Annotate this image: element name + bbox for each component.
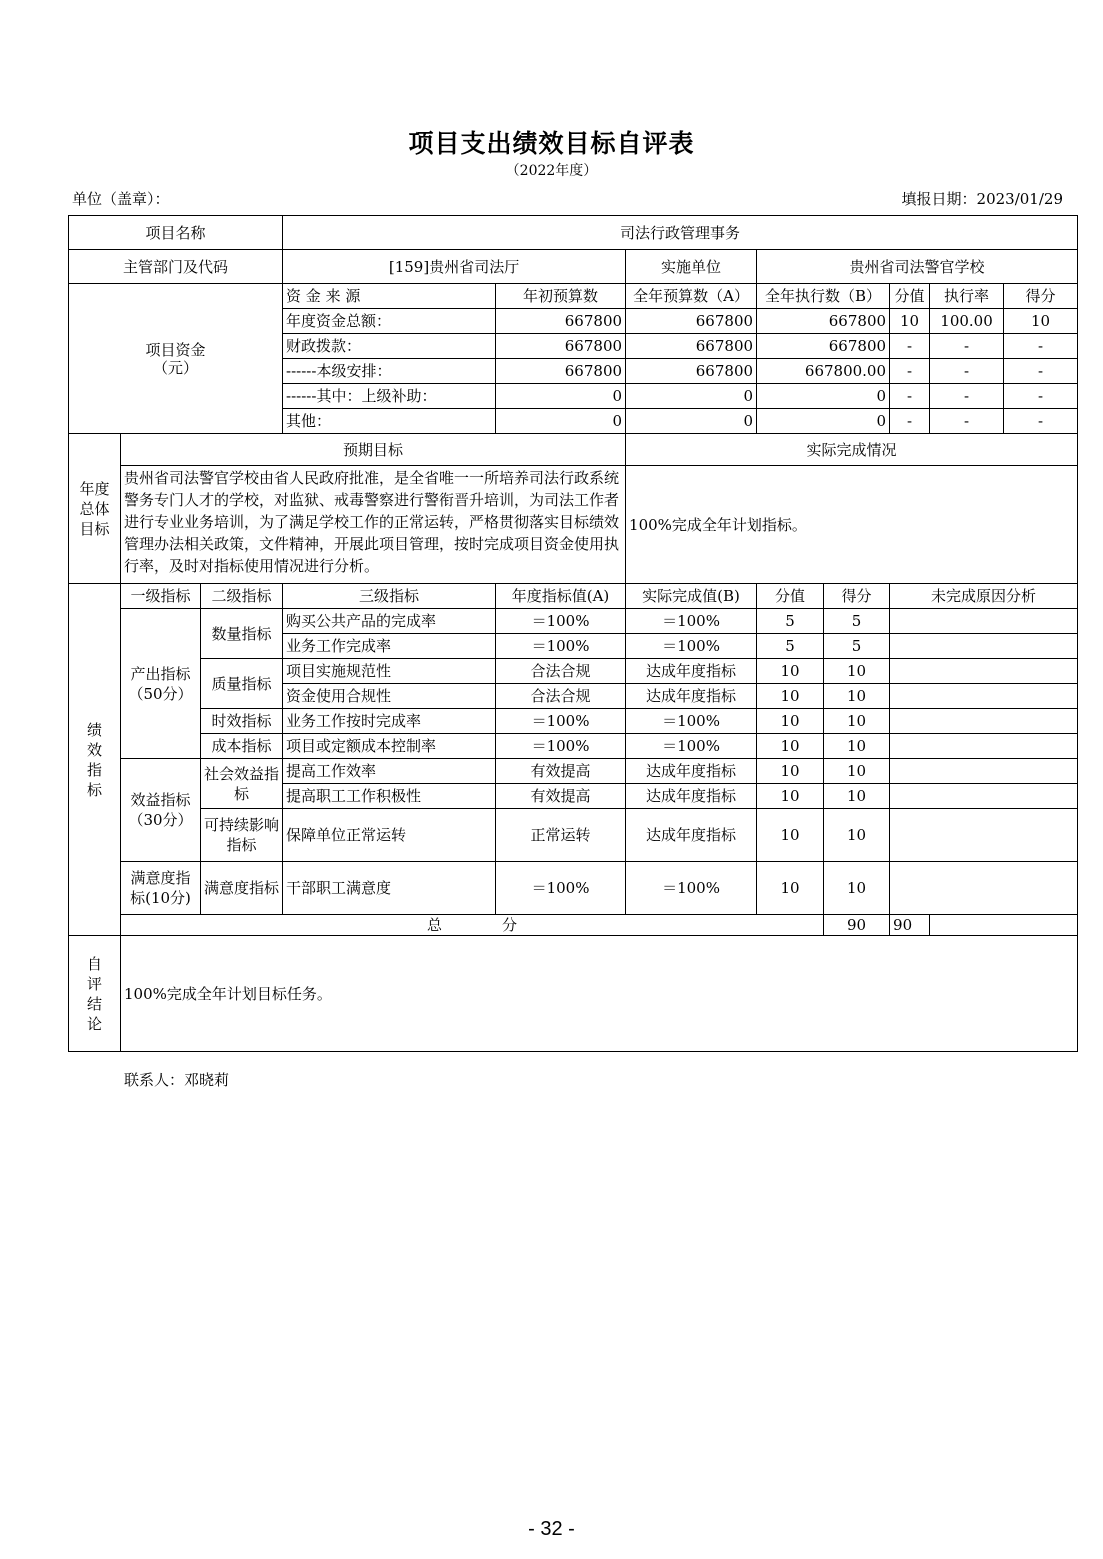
ind-cell: 合法合规 xyxy=(496,684,626,709)
ind-cell: 10 xyxy=(757,759,824,784)
funds-header-annual: 全年预算数（A） xyxy=(626,284,757,309)
ind-cell: 10 xyxy=(757,809,824,862)
ind-cell: 项目或定额成本控制率 xyxy=(283,734,496,759)
table-row xyxy=(69,609,1078,634)
ind-cell: 达成年度指标 xyxy=(626,784,757,809)
ind-cell: ＝100% xyxy=(496,709,626,734)
actual-result-text: 100%完成全年计划指标。 xyxy=(626,466,1078,584)
funds-cell: 财政拨款： xyxy=(283,334,496,359)
ind-header-score: 得分 xyxy=(824,584,890,609)
funds-cell: 其他： xyxy=(283,409,496,434)
ind-cell: ＝100% xyxy=(496,609,626,634)
ind-cell: 保障单位正常运转 xyxy=(283,809,496,862)
report-date: 填报日期：2023/01/29 xyxy=(901,190,1063,208)
ind-cell xyxy=(890,634,1078,659)
ind-cell: ＝100% xyxy=(496,862,626,915)
funds-cell: 10 xyxy=(1004,309,1078,334)
ind-cell: 达成年度指标 xyxy=(626,809,757,862)
ind-cell xyxy=(890,734,1078,759)
level2-social: 社会效益指标 xyxy=(201,759,283,809)
ind-cell: 5 xyxy=(824,634,890,659)
funds-header-source: 资 金 来 源 xyxy=(283,284,496,309)
ind-cell: 5 xyxy=(757,609,824,634)
table-row xyxy=(69,862,1078,915)
ind-cell: 正常运转 xyxy=(496,809,626,862)
funds-cell: 10 xyxy=(890,309,930,334)
funds-cell: 0 xyxy=(626,409,757,434)
funds-cell: ------本级安排： xyxy=(283,359,496,384)
ind-cell: 达成年度指标 xyxy=(626,684,757,709)
funds-cell: 0 xyxy=(757,384,890,409)
dept-label: 主管部门及代码 xyxy=(69,250,283,284)
funds-header-score: 得分 xyxy=(1004,284,1078,309)
ind-cell: 10 xyxy=(757,862,824,915)
level1-benefit: 效益指标（30分） xyxy=(121,759,201,862)
funds-cell: 年度资金总额： xyxy=(283,309,496,334)
funds-cell: 667800 xyxy=(626,334,757,359)
ind-header-weight: 分值 xyxy=(757,584,824,609)
table-row xyxy=(69,659,1078,684)
actual-result-label: 实际完成情况 xyxy=(626,434,1078,466)
ind-cell: 5 xyxy=(757,634,824,659)
level2-satisfaction: 满意度指标 xyxy=(201,862,283,915)
ind-cell: 有效提高 xyxy=(496,759,626,784)
funds-label-cell xyxy=(69,284,283,434)
ind-header-target: 年度指标值(A) xyxy=(496,584,626,609)
funds-cell: 667800 xyxy=(626,359,757,384)
ind-cell: 10 xyxy=(824,862,890,915)
ind-header-reason: 未完成原因分析 xyxy=(890,584,1078,609)
funds-cell: - xyxy=(890,359,930,384)
ind-cell: 资金使用合规性 xyxy=(283,684,496,709)
evaluation-table xyxy=(68,215,1078,1052)
total-weight: 90 xyxy=(824,915,890,936)
ind-cell: ＝100% xyxy=(626,862,757,915)
ind-cell: 10 xyxy=(824,709,890,734)
total-row xyxy=(69,915,1078,936)
level1-satisfaction: 满意度指标(10分) xyxy=(121,862,201,915)
ind-cell: 提高职工工作积极性 xyxy=(283,784,496,809)
ind-cell: 项目实施规范性 xyxy=(283,659,496,684)
expected-goal-label: 预期目标 xyxy=(121,434,626,466)
ind-cell: 10 xyxy=(757,709,824,734)
contact-person: 联系人：邓晓莉 xyxy=(124,1071,230,1089)
funds-cell: 667800.00 xyxy=(757,359,890,384)
ind-cell: 10 xyxy=(824,734,890,759)
funds-header-weight: 分值 xyxy=(890,284,930,309)
ind-cell: 业务工作完成率 xyxy=(283,634,496,659)
total-label: 总 分 xyxy=(121,915,824,936)
funds-cell: 667800 xyxy=(626,309,757,334)
unit-label: 单位（盖章）： xyxy=(72,190,170,208)
ind-cell: ＝100% xyxy=(626,734,757,759)
dept-value: [159]贵州省司法厅 xyxy=(283,250,626,284)
funds-cell: - xyxy=(930,409,1004,434)
funds-cell: - xyxy=(1004,384,1078,409)
impl-value: 贵州省司法警官学校 xyxy=(757,250,1078,284)
funds-cell: 0 xyxy=(496,384,626,409)
project-name-value: 司法行政管理事务 xyxy=(283,216,1078,250)
level2-timeliness: 时效指标 xyxy=(201,709,283,734)
funds-cell: 667800 xyxy=(757,334,890,359)
ind-cell: 10 xyxy=(824,659,890,684)
ind-cell: 10 xyxy=(757,659,824,684)
level1-output: 产出指标（50分） xyxy=(121,609,201,759)
indicators-label: 绩效指标 xyxy=(69,584,121,936)
ind-cell: 合法合规 xyxy=(496,659,626,684)
ind-cell: ＝100% xyxy=(626,609,757,634)
page-subtitle: （2022年度） xyxy=(505,163,598,179)
conclusion-text: 100%完成全年计划目标任务。 xyxy=(121,936,1078,1052)
ind-cell: 达成年度指标 xyxy=(626,759,757,784)
funds-cell: - xyxy=(1004,409,1078,434)
level2-sustain: 可持续影响指标 xyxy=(201,809,283,862)
ind-cell: 5 xyxy=(824,609,890,634)
ind-cell: ＝100% xyxy=(496,634,626,659)
project-name-label: 项目名称 xyxy=(69,216,283,250)
ind-cell xyxy=(890,709,1078,734)
funds-label-unit: （元） xyxy=(153,358,199,377)
ind-cell: 10 xyxy=(824,684,890,709)
ind-cell xyxy=(890,809,1078,862)
table-row xyxy=(69,734,1078,759)
ind-cell: 10 xyxy=(757,784,824,809)
ind-header-l3: 三级指标 xyxy=(283,584,496,609)
ind-cell: 干部职工满意度 xyxy=(283,862,496,915)
ind-cell: 10 xyxy=(757,734,824,759)
funds-cell: - xyxy=(930,384,1004,409)
ind-cell xyxy=(890,659,1078,684)
ind-cell: 业务工作按时完成率 xyxy=(283,709,496,734)
funds-cell: 667800 xyxy=(757,309,890,334)
ind-cell xyxy=(890,862,1078,915)
ind-header-l1: 一级指标 xyxy=(121,584,201,609)
total-score: 90 xyxy=(890,915,930,936)
ind-cell: 10 xyxy=(824,784,890,809)
funds-cell: 0 xyxy=(757,409,890,434)
ind-cell: 10 xyxy=(824,759,890,784)
table-row xyxy=(69,709,1078,734)
level2-quantity: 数量指标 xyxy=(201,609,283,659)
funds-header-rate: 执行率 xyxy=(930,284,1004,309)
page-title: 项目支出绩效目标自评表 xyxy=(408,129,695,158)
ind-cell: 10 xyxy=(824,809,890,862)
funds-cell: - xyxy=(890,384,930,409)
ind-cell: ＝100% xyxy=(626,709,757,734)
goals-label: 年度总体目标 xyxy=(69,434,121,584)
table-row xyxy=(69,759,1078,784)
funds-cell: - xyxy=(1004,334,1078,359)
ind-cell xyxy=(890,684,1078,709)
page-number: - 32 - xyxy=(528,1518,575,1540)
funds-cell: - xyxy=(930,359,1004,384)
total-reason xyxy=(930,915,1078,936)
impl-label: 实施单位 xyxy=(626,250,757,284)
ind-header-actual: 实际完成值(B) xyxy=(626,584,757,609)
funds-cell: 0 xyxy=(496,409,626,434)
funds-cell: - xyxy=(930,334,1004,359)
level2-quality: 质量指标 xyxy=(201,659,283,709)
ind-cell: 购买公共产品的完成率 xyxy=(283,609,496,634)
ind-header-l2: 二级指标 xyxy=(201,584,283,609)
ind-cell xyxy=(890,759,1078,784)
ind-cell: 提高工作效率 xyxy=(283,759,496,784)
ind-cell xyxy=(890,609,1078,634)
funds-cell: 100.00 xyxy=(930,309,1004,334)
funds-cell: 0 xyxy=(626,384,757,409)
ind-cell: 达成年度指标 xyxy=(626,659,757,684)
funds-header-initial: 年初预算数 xyxy=(496,284,626,309)
funds-cell: - xyxy=(1004,359,1078,384)
ind-cell: ＝100% xyxy=(626,634,757,659)
ind-cell: 有效提高 xyxy=(496,784,626,809)
funds-cell: 667800 xyxy=(496,309,626,334)
funds-cell: - xyxy=(890,334,930,359)
ind-cell: ＝100% xyxy=(496,734,626,759)
funds-cell: 667800 xyxy=(496,359,626,384)
funds-header-executed: 全年执行数（B） xyxy=(757,284,890,309)
expected-goal-text: 贵州省司法警官学校由省人民政府批准，是全省唯一一所培养司法行政系统警务专门人才的学校，对监狱、戒毒警察进行警衔晋升培训，为司法工作者进行专业业务培训，为了满足学校工作的正常运转，严格贯彻落实目标绩效管理办法相关政策，文件精神，开展此项目管理，按时完成项目资金使用执行率，及时对指标使用情况进行分析。 xyxy=(121,466,626,584)
table-row xyxy=(69,809,1078,862)
funds-cell: - xyxy=(890,409,930,434)
level2-cost: 成本指标 xyxy=(201,734,283,759)
ind-cell: 10 xyxy=(757,684,824,709)
funds-cell: 667800 xyxy=(496,334,626,359)
ind-cell xyxy=(890,784,1078,809)
funds-label: 项目资金 xyxy=(145,340,206,359)
funds-cell: ------其中：上级补助： xyxy=(283,384,496,409)
conclusion-label: 自评结论 xyxy=(69,936,121,1052)
